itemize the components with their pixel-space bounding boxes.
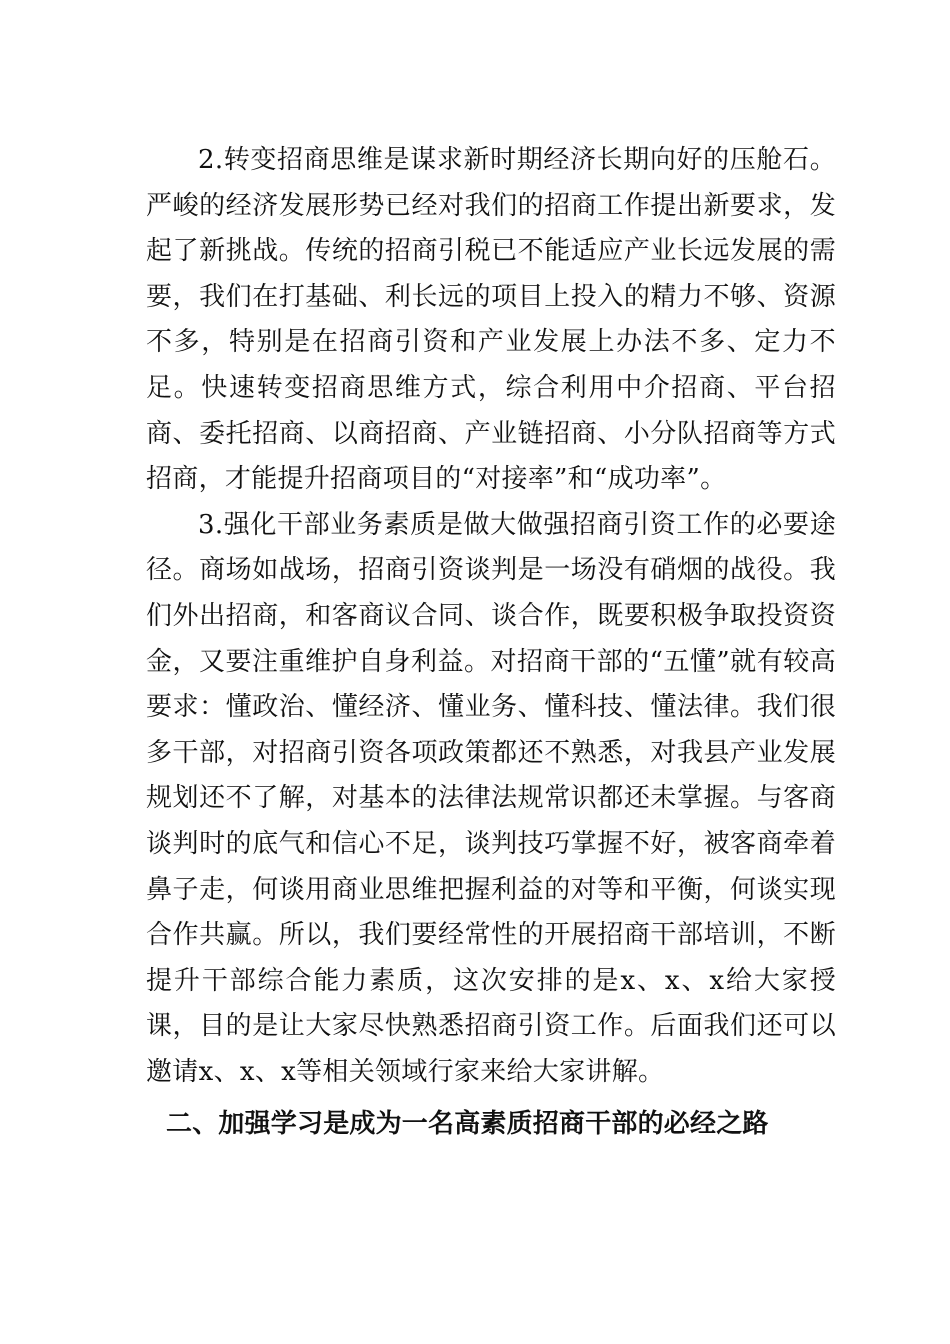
paragraph-2: 2.转变招商思维是谋求新时期经济长期向好的压舱石。严峻的经济发展形势已经对我们的招商工作提出新要求，发起了新挑战。传统的招商引税已不能适应产业长远发展的需要，我们在打基础、利长远的项目上投入的精力不够、资源不多，特别是在招商引资和产业发展上办法不多、定力不足。快速转变招商思维方式，综合利用中介招商、平台招商、委托招商、以商招商、产业链招商、小分队招商等方式招商，才能提升招商项目的“对接率”和“成功率”。 <box>146 145 836 495</box>
section-heading: 二、加强学习是成为一名高素质招商干部的必经之路 <box>166 1109 769 1140</box>
paragraph-3: 3.强化干部业务素质是做大做强招商引资工作的必要途径。商场如战场，招商引资谈判是一场没有硝烟的战役。我们外出招商，和客商议合同、谈合作，既要积极争取投资资金，又要注重维护自身利益。对招商干部的“五懂”就有较高要求：懂政治、懂经济、懂业务、懂科技、懂法律。我们很多干部，对招商引资各项政策都还不熟悉，对我县产业发展规划还不了解，对基本的法律法规常识都还未掌握。与客商谈判时的底气和信心不足，谈判技巧掌握不好，被客商牵着鼻子走，何谈用商业思维把握利益的对等和平衡，何谈实现合作共赢。所以，我们要经常性的开展招商干部培训，不断提升干部综合能力素质，这次安排的是x、x、x给大家授课，目的是让大家尽快熟悉招商引资工作。后面我们还可以邀请x、x、x等相关领域行家来给大家讲解。 <box>146 509 836 1087</box>
document-body <box>146 138 836 1147</box>
